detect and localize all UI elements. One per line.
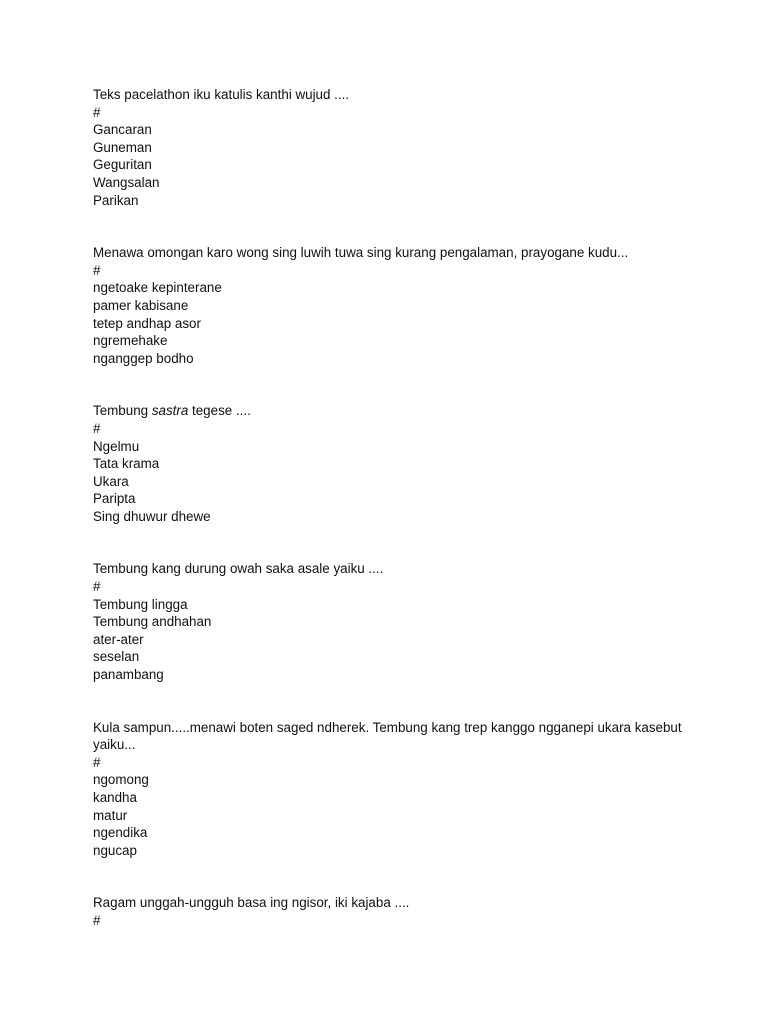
question-6	[93, 894, 713, 929]
option: ater-ater	[93, 631, 144, 647]
option: nganggep bodho	[93, 350, 194, 366]
question-2	[93, 244, 713, 367]
question-text-before: Tembung	[93, 403, 152, 419]
option: Ngelmu	[93, 438, 140, 454]
option: panambang	[93, 667, 164, 683]
answer-marker: #	[93, 104, 101, 120]
document-page	[93, 86, 713, 965]
option: matur	[93, 807, 128, 823]
question-text-italic: sastra	[151, 403, 189, 419]
question-text-after: tegese ....	[188, 403, 251, 419]
option: Gancaran	[93, 122, 152, 138]
option: Tata krama	[93, 456, 160, 472]
option: ngremehake	[93, 333, 168, 349]
option: tetep andhap asor	[93, 315, 201, 331]
option: Sing dhuwur dhewe	[93, 508, 211, 524]
answer-marker: #	[93, 912, 101, 928]
question-text: Menawa omongan karo wong sing luwih tuwa sing kurang pengalaman, prayogane kudu...	[93, 245, 629, 261]
option: seselan	[93, 649, 140, 665]
question-text: Ragam unggah-ungguh basa ing ngisor, iki kajaba ....	[93, 895, 410, 911]
question-text	[93, 402, 713, 420]
option: ngucap	[93, 842, 137, 858]
question-text: Tembung kang durung owah saka asale yaiku ....	[93, 561, 384, 577]
option: Guneman	[93, 139, 152, 155]
question-text: Teks pacelathon iku katulis kanthi wujud ....	[93, 87, 350, 102]
option: ngendika	[93, 825, 148, 841]
answer-marker: #	[93, 754, 101, 770]
option: kandha	[93, 790, 137, 805]
option: Wangsalan	[93, 174, 160, 190]
answer-marker: #	[93, 420, 101, 436]
question-1	[93, 86, 713, 209]
option: ngomong	[93, 772, 149, 788]
option: Geguritan	[93, 157, 152, 173]
question-4	[93, 560, 713, 683]
option: Tembung lingga	[93, 596, 188, 612]
option: Ukara	[93, 473, 129, 489]
option: ngetoake kepinterane	[93, 280, 222, 296]
option: Paripta	[93, 491, 136, 507]
question-text: Kula sampun.....menawi boten saged ndherek. Tembung kang trep kanggo ngganepi ukara kasebut yaiku...	[93, 719, 682, 753]
option: Parikan	[93, 192, 139, 208]
question-5	[93, 719, 713, 860]
answer-marker: #	[93, 579, 101, 595]
option: pamer kabisane	[93, 297, 189, 313]
option: Tembung andhahan	[93, 614, 212, 630]
question-3	[93, 402, 713, 525]
answer-marker: #	[93, 262, 101, 278]
